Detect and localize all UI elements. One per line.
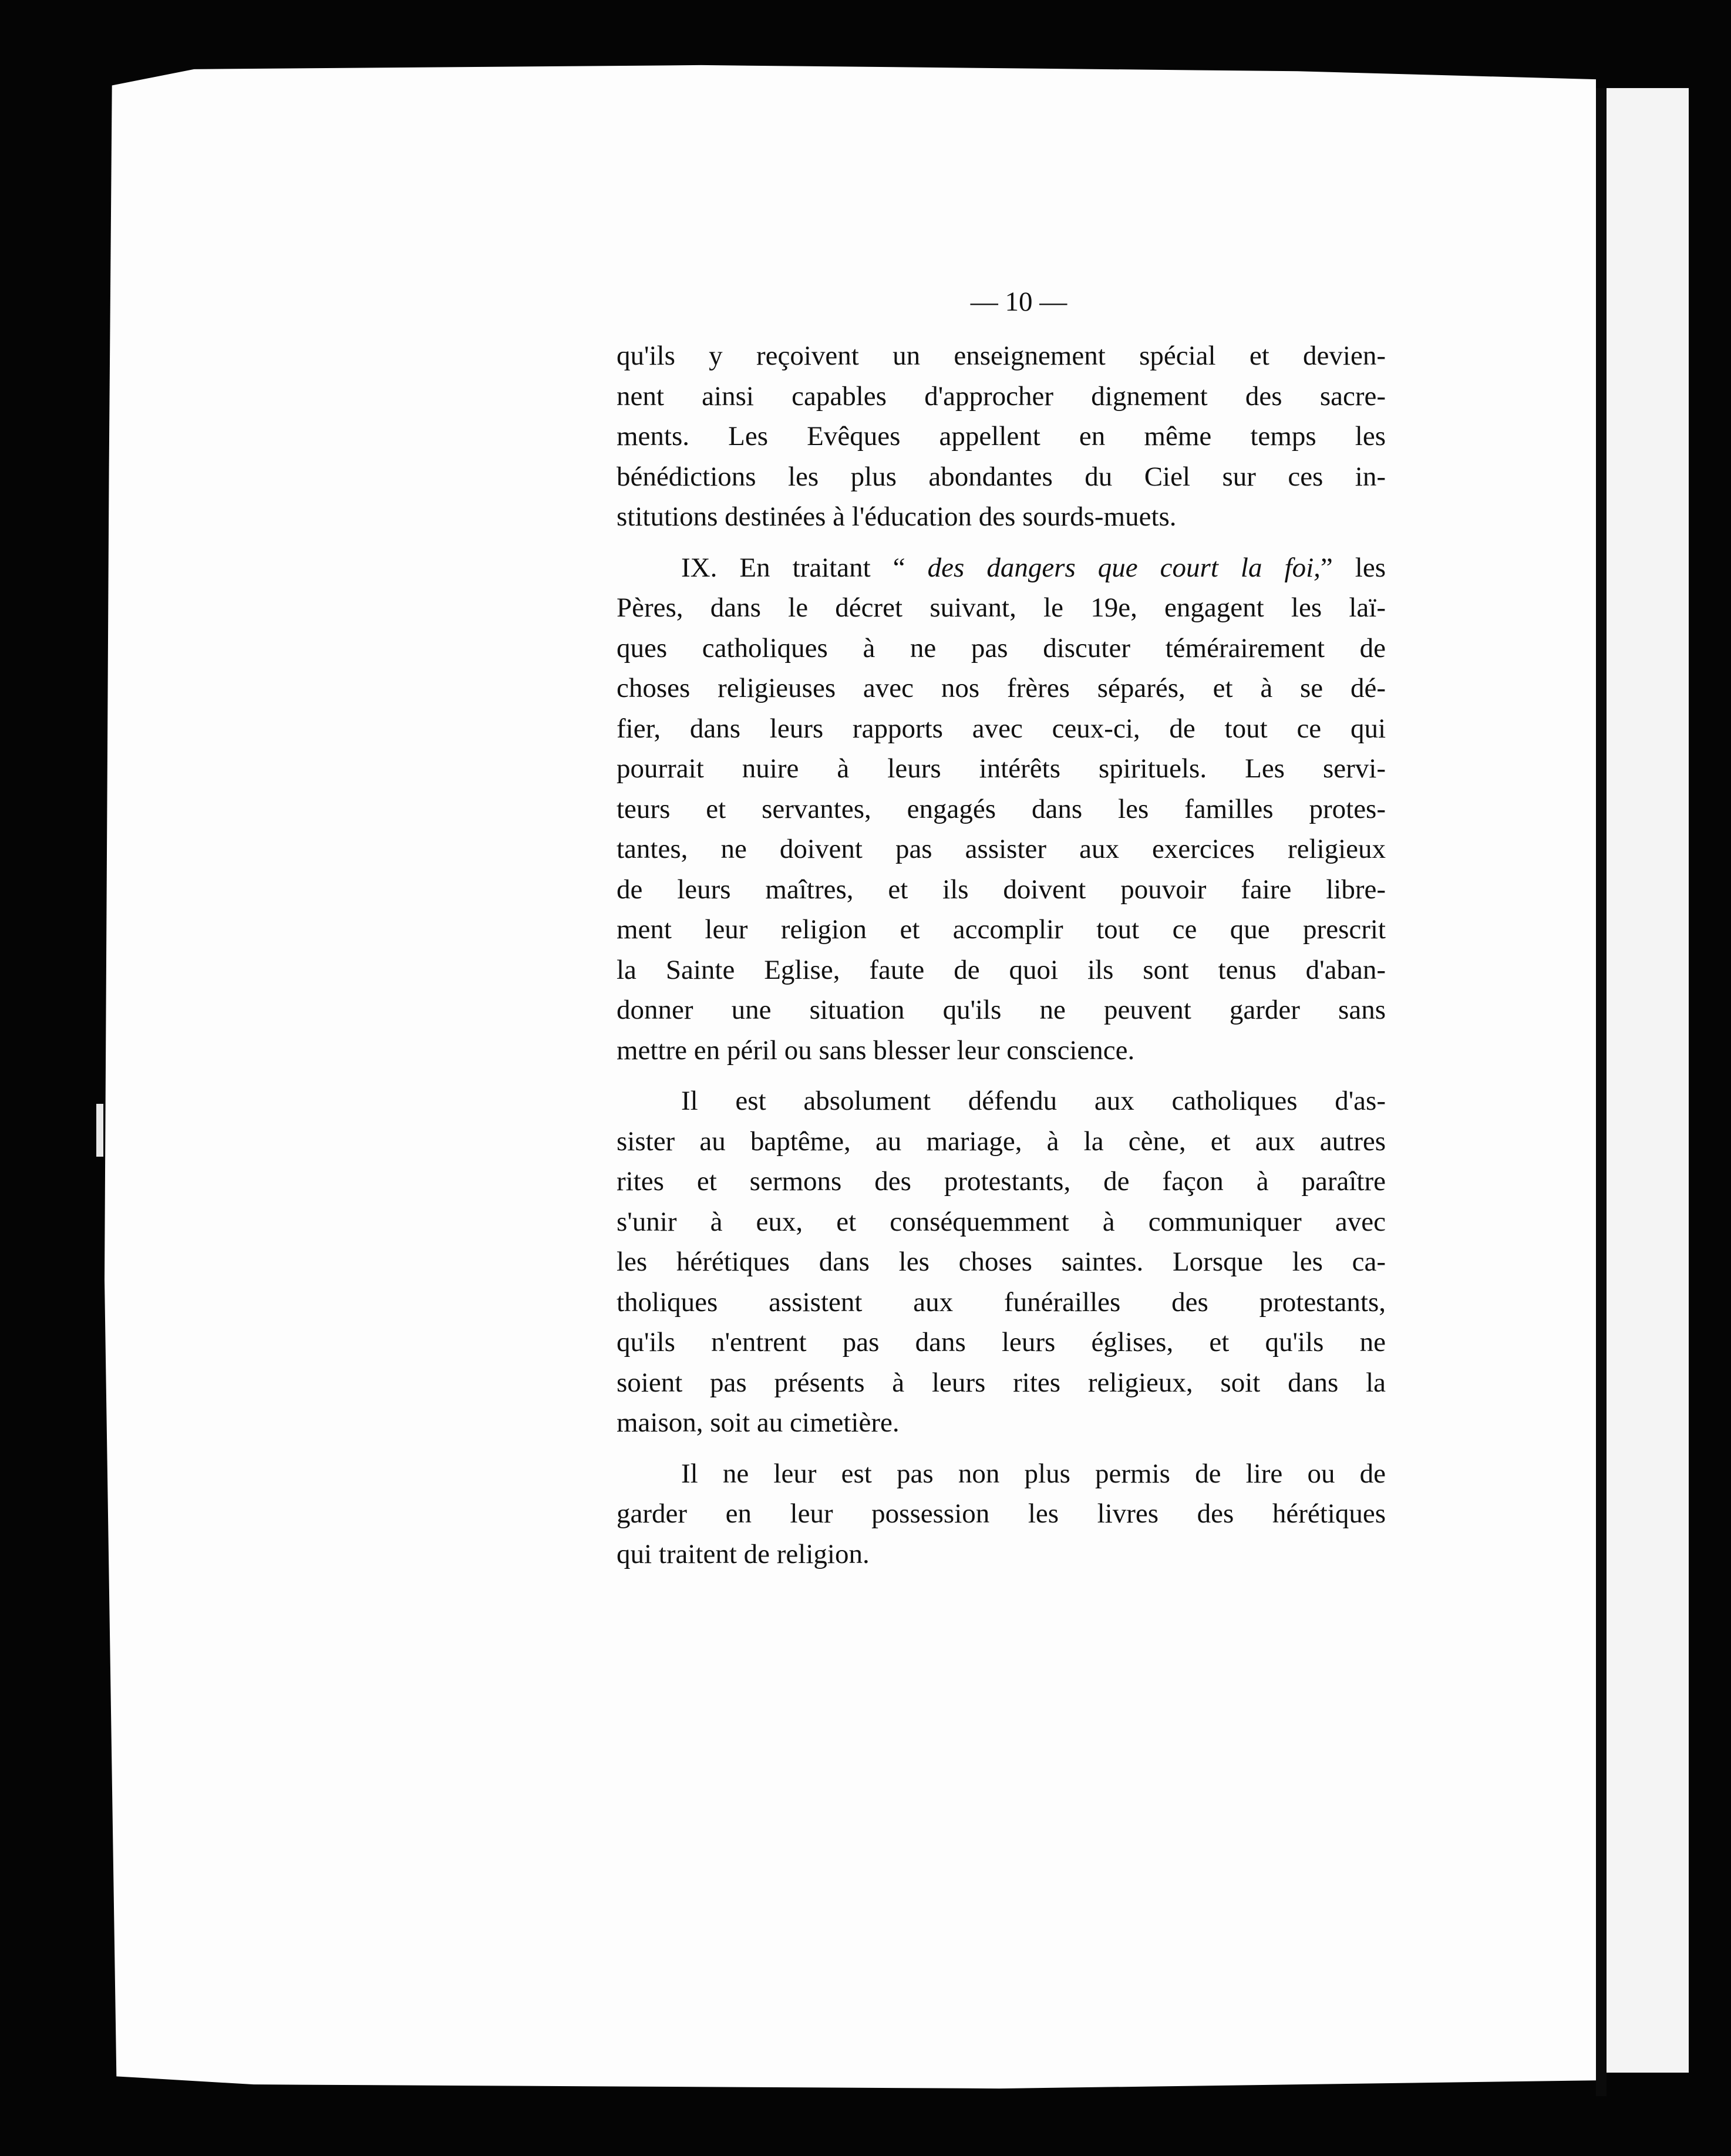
text-line: bénédictions les plus abondantes du Ciel sur ces in- (617, 461, 1386, 492)
text-line-first (617, 548, 1386, 588)
text-line: mettre en péril ou sans blesser leur conscience. (617, 1035, 1135, 1066)
text-line: Il est absolument défendu aux catholiques d'as- (681, 1086, 1386, 1116)
text-line: qu'ils n'entrent pas dans leurs églises, et qu'ils ne (617, 1327, 1386, 1357)
paragraph-3 (617, 1081, 1386, 1443)
text-line: ments. Les Evêques appellent en même temps les (617, 421, 1386, 452)
text-line: qu'ils y reçoivent un enseignement spécial et devien- (617, 341, 1386, 371)
text-line: Pères, dans le décret suivant, le 19e, engagent les laï- (617, 592, 1386, 623)
page-gutter (1596, 88, 1607, 2096)
text-line: de leurs maîtres, et ils doivent pouvoir faire libre- (617, 874, 1386, 905)
text-run: IX. En traitant “ (681, 552, 928, 583)
text-line: la Sainte Eglise, faute de quoi ils sont tenus d'aban- (617, 954, 1386, 985)
text-line: donner une situation qu'ils ne peuvent garder sans (617, 995, 1386, 1025)
quoted-title: des dangers que court la foi, (927, 552, 1321, 583)
paragraph-2 (617, 548, 1386, 1071)
text-line: ques catholiques à ne pas discuter témérairement de (617, 632, 1386, 663)
text-line: fier, dans leurs rapports avec ceux-ci, de tout ce qui (617, 713, 1386, 744)
text-line: pourrait nuire à leurs intérêts spirituels. Les servi- (617, 753, 1386, 784)
text-line: teurs et servantes, engagés dans les familles protes- (617, 793, 1386, 824)
page-text (617, 287, 1386, 1585)
adjacent-page-edge (1607, 88, 1689, 2073)
text-line: sister au baptême, au mariage, à la cène, et aux autres (617, 1126, 1386, 1157)
text-line: tantes, ne doivent pas assister aux exercices religieux (617, 834, 1386, 864)
text-line: garder en leur possession les livres des hérétiques (617, 1498, 1386, 1529)
text-line: qui traitent de religion. (617, 1538, 870, 1569)
text-line: soient pas présents à leurs rites religieux, soit dans la (617, 1367, 1386, 1398)
text-line: ment leur religion et accomplir tout ce que prescrit (617, 914, 1386, 945)
text-run: ” les (1320, 552, 1386, 583)
scan-edge-mark (96, 1104, 103, 1157)
text-line: s'unir à eux, et conséquemment à communiquer avec (617, 1206, 1386, 1237)
text-line: maison, soit au cimetière. (617, 1407, 900, 1438)
text-line: rites et sermons des protestants, de façon à paraître (617, 1166, 1386, 1197)
text-line: nent ainsi capables d'approcher dignement des sacre- (617, 380, 1386, 412)
page-number: — 10 — (970, 287, 1067, 317)
paragraph-1 (617, 336, 1386, 537)
text-line: Il ne leur est pas non plus permis de lire ou de (681, 1458, 1386, 1489)
text-line: stitutions destinées à l'éducation des sourds-muets. (617, 501, 1177, 532)
text-line: les hérétiques dans les choses saintes. Lorsque les ca- (617, 1247, 1386, 1277)
paragraph-4 (617, 1454, 1386, 1575)
text-line: tholiques assistent aux funérailles des protestants, (617, 1286, 1386, 1318)
text-line: choses religieuses avec nos frères séparés, et à se dé- (617, 673, 1386, 703)
